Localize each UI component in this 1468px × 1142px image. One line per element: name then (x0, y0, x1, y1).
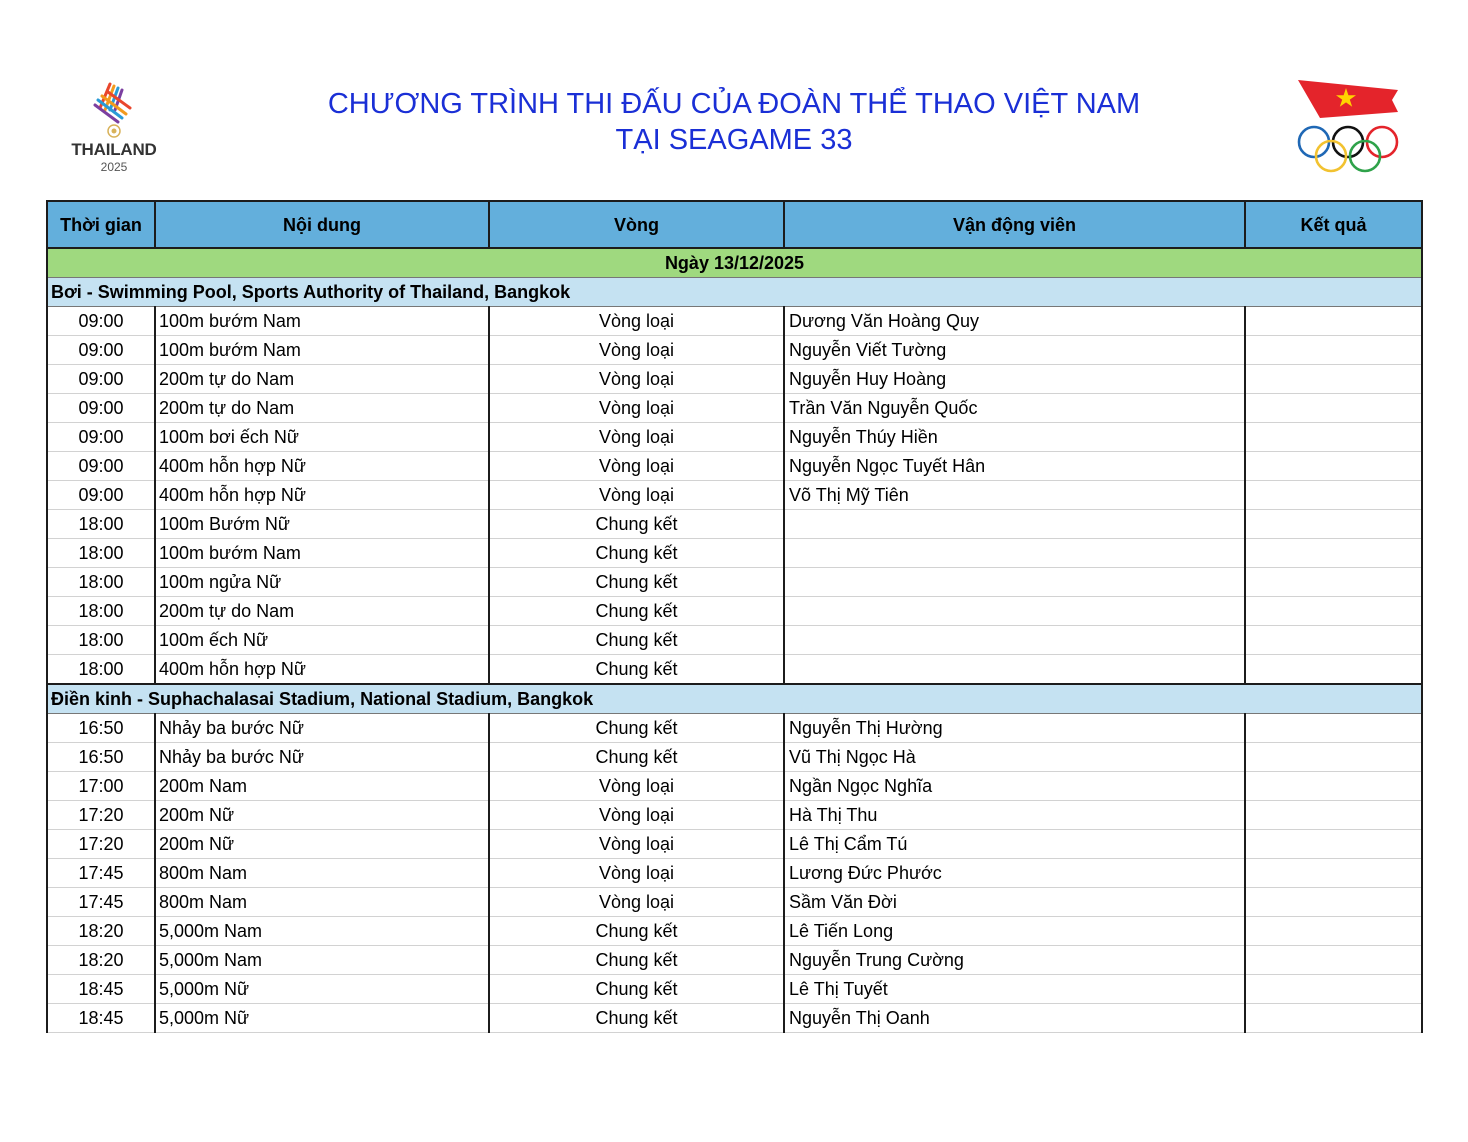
cell-event: 400m hỗn hợp Nữ (155, 452, 489, 481)
cell-result (1245, 394, 1422, 423)
table-row (47, 859, 1422, 888)
cell-event: 200m tự do Nam (155, 394, 489, 423)
table-row (47, 714, 1422, 743)
cell-event: 5,000m Nữ (155, 975, 489, 1004)
cell-result (1245, 336, 1422, 365)
cell-result (1245, 626, 1422, 655)
table-row (47, 830, 1422, 859)
cell-time: 17:00 (47, 772, 155, 801)
cell-athlete: Hà Thị Thu (784, 801, 1245, 830)
cell-athlete: Vũ Thị Ngọc Hà (784, 743, 1245, 772)
cell-result (1245, 946, 1422, 975)
cell-time: 18:00 (47, 655, 155, 685)
cell-result (1245, 859, 1422, 888)
cell-athlete (784, 539, 1245, 568)
table-row (47, 423, 1422, 452)
cell-event: 100m Bướm Nữ (155, 510, 489, 539)
cell-time: 18:00 (47, 626, 155, 655)
cell-round: Chung kết (489, 568, 784, 597)
cell-time: 18:45 (47, 1004, 155, 1033)
cell-round: Chung kết (489, 655, 784, 685)
cell-athlete (784, 597, 1245, 626)
cell-round: Vòng loại (489, 423, 784, 452)
cell-result (1245, 539, 1422, 568)
table-row (47, 743, 1422, 772)
cell-result (1245, 655, 1422, 685)
cell-result (1245, 597, 1422, 626)
cell-result (1245, 801, 1422, 830)
cell-event: 200m Nam (155, 772, 489, 801)
cell-round: Vòng loại (489, 830, 784, 859)
table-header-row (47, 201, 1422, 248)
cell-athlete: Lê Tiến Long (784, 917, 1245, 946)
cell-result (1245, 888, 1422, 917)
cell-time: 18:00 (47, 597, 155, 626)
day-row (47, 248, 1422, 278)
sport-section-row (47, 684, 1422, 714)
cell-round: Chung kết (489, 714, 784, 743)
cell-event: 800m Nam (155, 888, 489, 917)
cell-time: 09:00 (47, 307, 155, 336)
cell-result (1245, 830, 1422, 859)
cell-round: Chung kết (489, 597, 784, 626)
cell-round: Chung kết (489, 1004, 784, 1033)
cell-event: 200m tự do Nam (155, 597, 489, 626)
table-row (47, 539, 1422, 568)
cell-round: Vòng loại (489, 365, 784, 394)
table-row (47, 655, 1422, 685)
cell-event: 100m bướm Nam (155, 336, 489, 365)
cell-result (1245, 743, 1422, 772)
col-header-result: Kết quả (1245, 201, 1422, 248)
table-row (47, 568, 1422, 597)
table-row (47, 1004, 1422, 1033)
sport-section-row (47, 278, 1422, 307)
cell-athlete: Lê Thị Tuyết (784, 975, 1245, 1004)
vietnam-flag-olympic-rings-icon (1294, 78, 1402, 174)
table-row (47, 481, 1422, 510)
cell-athlete: Nguyễn Huy Hoàng (784, 365, 1245, 394)
sport-section-title: Điền kinh - Suphachalasai Stadium, National Stadium, Bangkok (47, 684, 1422, 714)
cell-event: 100m ếch Nữ (155, 626, 489, 655)
title-line-1: CHƯƠNG TRÌNH THI ĐẤU CỦA ĐOÀN THỂ THAO VIỆT NAM (327, 88, 1141, 120)
table-row (47, 772, 1422, 801)
cell-event: 5,000m Nữ (155, 1004, 489, 1033)
cell-athlete: Võ Thị Mỹ Tiên (784, 481, 1245, 510)
vietnam-olympic-logo (1294, 78, 1402, 174)
cell-event: Nhảy ba bước Nữ (155, 743, 489, 772)
table-row (47, 917, 1422, 946)
cell-athlete: Nguyễn Viết Tường (784, 336, 1245, 365)
table-row (47, 510, 1422, 539)
cell-time: 17:45 (47, 859, 155, 888)
cell-event: 5,000m Nam (155, 946, 489, 975)
cell-round: Vòng loại (489, 859, 784, 888)
cell-athlete (784, 510, 1245, 539)
cell-time: 18:45 (47, 975, 155, 1004)
cell-time: 17:20 (47, 830, 155, 859)
cell-round: Chung kết (489, 743, 784, 772)
cell-event: 200m tự do Nam (155, 365, 489, 394)
col-header-time: Thời gian (47, 201, 155, 248)
cell-athlete: Trần Văn Nguyễn Quốc (784, 394, 1245, 423)
cell-round: Vòng loại (489, 801, 784, 830)
cell-athlete: Nguyễn Thị Oanh (784, 1004, 1245, 1033)
cell-event: 200m Nữ (155, 830, 489, 859)
cell-event: 5,000m Nam (155, 917, 489, 946)
cell-time: 09:00 (47, 336, 155, 365)
col-header-athlete: Vận động viên (784, 201, 1245, 248)
col-header-event: Nội dung (155, 201, 489, 248)
cell-result (1245, 917, 1422, 946)
sport-section-title: Bơi - Swimming Pool, Sports Authority of Thailand, Bangkok (47, 278, 1422, 307)
page-title (0, 86, 1468, 158)
cell-time: 09:00 (47, 423, 155, 452)
cell-athlete: Nguyễn Thúy Hiền (784, 423, 1245, 452)
schedule-table (46, 200, 1423, 1033)
cell-round: Vòng loại (489, 336, 784, 365)
col-header-round: Vòng (489, 201, 784, 248)
cell-round: Vòng loại (489, 394, 784, 423)
cell-round: Vòng loại (489, 888, 784, 917)
cell-athlete: Nguyễn Ngọc Tuyết Hân (784, 452, 1245, 481)
cell-athlete (784, 626, 1245, 655)
table-row (47, 975, 1422, 1004)
day-label: Ngày 13/12/2025 (47, 248, 1422, 278)
cell-time: 09:00 (47, 365, 155, 394)
cell-round: Chung kết (489, 539, 784, 568)
cell-time: 18:20 (47, 917, 155, 946)
table-row (47, 801, 1422, 830)
cell-round: Chung kết (489, 975, 784, 1004)
cell-result (1245, 510, 1422, 539)
title-line-2: TẠI SEAGAME 33 (615, 124, 853, 156)
cell-result (1245, 714, 1422, 743)
cell-round: Chung kết (489, 626, 784, 655)
cell-round: Chung kết (489, 510, 784, 539)
cell-result (1245, 365, 1422, 394)
cell-time: 18:00 (47, 568, 155, 597)
cell-time: 09:00 (47, 481, 155, 510)
cell-round: Vòng loại (489, 452, 784, 481)
cell-athlete: Lê Thị Cẩm Tú (784, 830, 1245, 859)
cell-time: 18:20 (47, 946, 155, 975)
cell-event: 100m bướm Nam (155, 307, 489, 336)
cell-athlete: Ngần Ngọc Nghĩa (784, 772, 1245, 801)
table-row (47, 597, 1422, 626)
logo-year: 2025 (100, 160, 128, 174)
table-row (47, 452, 1422, 481)
cell-time: 18:00 (47, 510, 155, 539)
table-row (47, 888, 1422, 917)
cell-time: 17:20 (47, 801, 155, 830)
cell-event: 100m bơi ếch Nữ (155, 423, 489, 452)
cell-result (1245, 568, 1422, 597)
table-row (47, 365, 1422, 394)
cell-event: 100m ngửa Nữ (155, 568, 489, 597)
logo-word: THAILAND (71, 140, 157, 159)
cell-result (1245, 423, 1422, 452)
cell-event: 800m Nam (155, 859, 489, 888)
cell-athlete: Dương Văn Hoàng Quy (784, 307, 1245, 336)
cell-result (1245, 1004, 1422, 1033)
table-row (47, 307, 1422, 336)
cell-time: 18:00 (47, 539, 155, 568)
cell-round: Vòng loại (489, 772, 784, 801)
cell-athlete: Nguyễn Thị Hường (784, 714, 1245, 743)
cell-round: Vòng loại (489, 481, 784, 510)
table-row (47, 394, 1422, 423)
cell-athlete (784, 568, 1245, 597)
cell-event: 400m hỗn hợp Nữ (155, 655, 489, 685)
cell-time: 16:50 (47, 743, 155, 772)
cell-athlete: Nguyễn Trung Cường (784, 946, 1245, 975)
table-row (47, 626, 1422, 655)
cell-event: 400m hỗn hợp Nữ (155, 481, 489, 510)
table-row (47, 336, 1422, 365)
cell-round: Chung kết (489, 946, 784, 975)
cell-result (1245, 975, 1422, 1004)
cell-result (1245, 307, 1422, 336)
cell-athlete: Lương Đức Phước (784, 859, 1245, 888)
cell-time: 16:50 (47, 714, 155, 743)
cell-time: 09:00 (47, 394, 155, 423)
cell-time: 17:45 (47, 888, 155, 917)
cell-event: Nhảy ba bước Nữ (155, 714, 489, 743)
cell-result (1245, 481, 1422, 510)
cell-round: Vòng loại (489, 307, 784, 336)
cell-athlete (784, 655, 1245, 685)
cell-result (1245, 772, 1422, 801)
cell-event: 200m Nữ (155, 801, 489, 830)
table-row (47, 946, 1422, 975)
cell-time: 09:00 (47, 452, 155, 481)
cell-event: 100m bướm Nam (155, 539, 489, 568)
cell-athlete: Sầm Văn Đời (784, 888, 1245, 917)
cell-round: Chung kết (489, 917, 784, 946)
cell-result (1245, 452, 1422, 481)
